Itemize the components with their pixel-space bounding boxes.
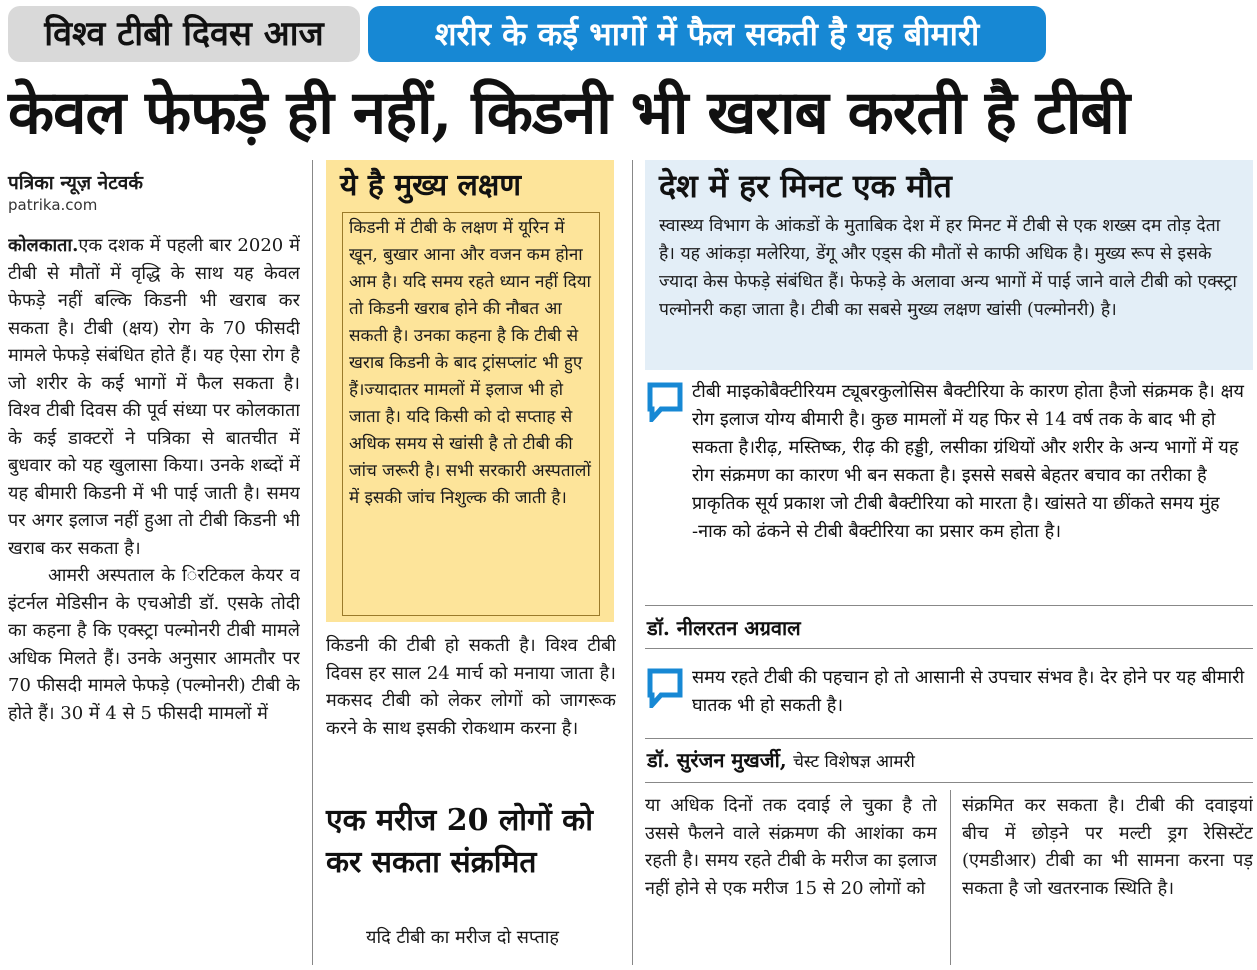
symptoms-box — [326, 160, 614, 622]
paragraph: आमरी अस्पताल के ​िरटिकल केयर व इंटर्नल मेडिसीन के एचओडी डॉ. एसके तोदी का कहना है कि एक्स्ट्रा पल्मोनरी टीबी मामले अधिक मिलते हैं। उनके अनुसार आमतौर पर 70 फीसदी मामले फेफड़े (पल्मोनरी) टीबी के होते हैं। 30 में 4 से 5 फीसदी मामलों में — [8, 565, 300, 724]
paragraph: यदि टीबी का मरीज दो सप्ताह — [366, 927, 559, 948]
quote-author — [647, 614, 801, 642]
divider — [645, 605, 1253, 606]
paragraph — [8, 232, 300, 562]
column-divider — [950, 790, 951, 965]
dateline: कोलकाता. — [8, 235, 79, 256]
paragraph: किडनी की टीबी हो सकती है। विश्व टीबी दिवस हर साल 24 मार्च को मनाया जाता है। मकसद टीबी को लेकर लोगों को जागरूक करने के साथ इसकी रोकथाम करना है। — [326, 635, 616, 739]
divider — [645, 738, 1253, 739]
subheading: एक मरीज 20 लोगों को कर सकता संक्रमित — [326, 803, 593, 880]
byline-agency: पत्रिका न्यूज़ नेटवर्क — [8, 172, 143, 194]
deaths-box — [645, 160, 1253, 370]
article-column-4 — [962, 792, 1253, 964]
section-tag: विश्व टीबी दिवस आज — [8, 6, 360, 62]
column-divider — [312, 160, 313, 965]
paragraph: या अधिक दिनों तक दवाई ले चुका है तो उससे फैलने वाले संक्रमण की आशंका कम रहती है। समय रहते टीबी के मरीज का इलाज नहीं होने से एक मरीज 15 से 20 लोगों को — [645, 795, 937, 899]
subheading-tag: शरीर के कई भागों में फैल सकती है यह बीमारी — [368, 6, 1046, 62]
deaths-title: देश में हर मिनट एक मौत — [659, 167, 952, 205]
paragraph: संक्रमित कर सकता है। टीबी की दवाइयां बीच में छोड़ने पर मल्टी ड्रग रेसिस्टेंट (एमडीआर) टीबी का भी सामना करना पड़ सकता है जो खतरनाक स्थिति है। — [962, 795, 1253, 899]
author-name: डॉ. सुरंजन मुखर्जी, — [647, 748, 787, 772]
author-name: डॉ. नीलरतन अग्रवाल — [647, 616, 801, 640]
article-column-3 — [645, 792, 937, 964]
author-role: चेस्ट विशेषज्ञ आमरी — [793, 752, 915, 772]
quote-icon — [647, 668, 683, 708]
divider — [645, 782, 1253, 783]
symptoms-title: ये है मुख्य लक्षण — [340, 168, 522, 203]
paragraph-text: एक दशक में पहली बार 2020 में टीबी से मौतों में वृद्धि के साथ यह केवल फेफड़े नहीं बल्कि किडनी भी खराब कर सकता है। टीबी (क्षय) रोग के 70 फीसदी मामले फेफड़े संबंधित होते हैं। यह ऐसा रोग है जो शरीर के कई भागों में फैल सकता है। विश्व टीबी दिवस की पूर्व संध्या पर कोलकाता के कई डाक्टरों ने पत्रिका से बातचीत में बुधवार को यह खुलासा किया। उनके शब्दों में यह बीमारी किडनी में भी पाई जाती है। समय पर अगर इलाज नहीं हुआ तो टीबी किडनी भी खराब कर सकता है। — [8, 235, 300, 559]
quote-icon — [647, 382, 683, 422]
byline — [8, 170, 308, 214]
deaths-text: स्वास्थ्य विभाग के आंकडों के मुताबिक देश में हर मिनट में टीबी से एक शख्स दम तोड़ देता है। यह आंकड़ा मलेरिया, डेंगू और एड्स की मौतों से काफी अधिक है। मुख्य रूप से इसके ज्यादा केस फेफड़े संबंधित हैं। फेफड़े के अलावा अन्य भागों में पाई जाने वाले टीबी को एक्स्ट्रा पल्मोनरी कहा जाता है। टीबी का सबसे मुख्य लक्षण खांसी (पल्मोनरी) है। — [659, 216, 1237, 320]
article-column-2-bottom — [326, 924, 616, 964]
quote-text: टीबी माइकोबैक्टीरियम ट्यूबरकुलोसिस बैक्टीरिया के कारण होता हैजो संक्रमक है। क्षय रोग इलाज योग्य बीमारी है। कुछ मामलों में यह फिर से 14 वर्ष तक के बाद भी हो सकता है।रीढ़, मस्तिष्क, रीढ़ की हड्डी, लसीका ग्रंथियों और शरीर के अन्य भागों में यह रोग संक्रमण का कारण भी बन सकता है। इससे सबसे बेहतर बचाव का तरीका है प्राकृतिक सूर्य प्रकाश जो टीबी बैक्टीरिया को मारता है। खांसते या छींकते समय मुंह -नाक को ढंकने से टीबी बैक्टीरिया का प्रसार कम होता है। — [692, 381, 1244, 542]
headline: केवल फेफड़े ही नहीं, किडनी भी खराब करती है टीबी — [8, 78, 1130, 148]
article-column-1 — [8, 232, 300, 967]
byline-site: patrika.com — [8, 196, 98, 214]
quote-author — [647, 746, 915, 776]
divider — [645, 648, 1253, 649]
article-column-2 — [326, 632, 616, 797]
column-divider — [632, 160, 633, 965]
symptoms-text: किडनी में टीबी के लक्षण में यूरिन में खून, बुखार आना और वजन कम होना आम है। यदि समय रहते ध्यान नहीं दिया तो किडनी खराब होने की नौबत आ सकती है। उनका कहना है कि टीबी से खराब किडनी के बाद ट्रांसप्लांट भी हुए हैं।ज्यादातर मामलों में इलाज भी हो जाता है। यदि किसी को दो सप्ताह से अधिक समय से खांसी है तो टीबी की जांच जरूरी है। सभी सरकारी अस्पतालों में इसकी जांच निशुल्क की जाती है। — [342, 212, 600, 616]
quote-text: समय रहते टीबी की पहचान हो तो आसानी से उपचार संभव है। देर होने पर यह बीमारी घातक भी हो सकती है। — [692, 667, 1245, 716]
